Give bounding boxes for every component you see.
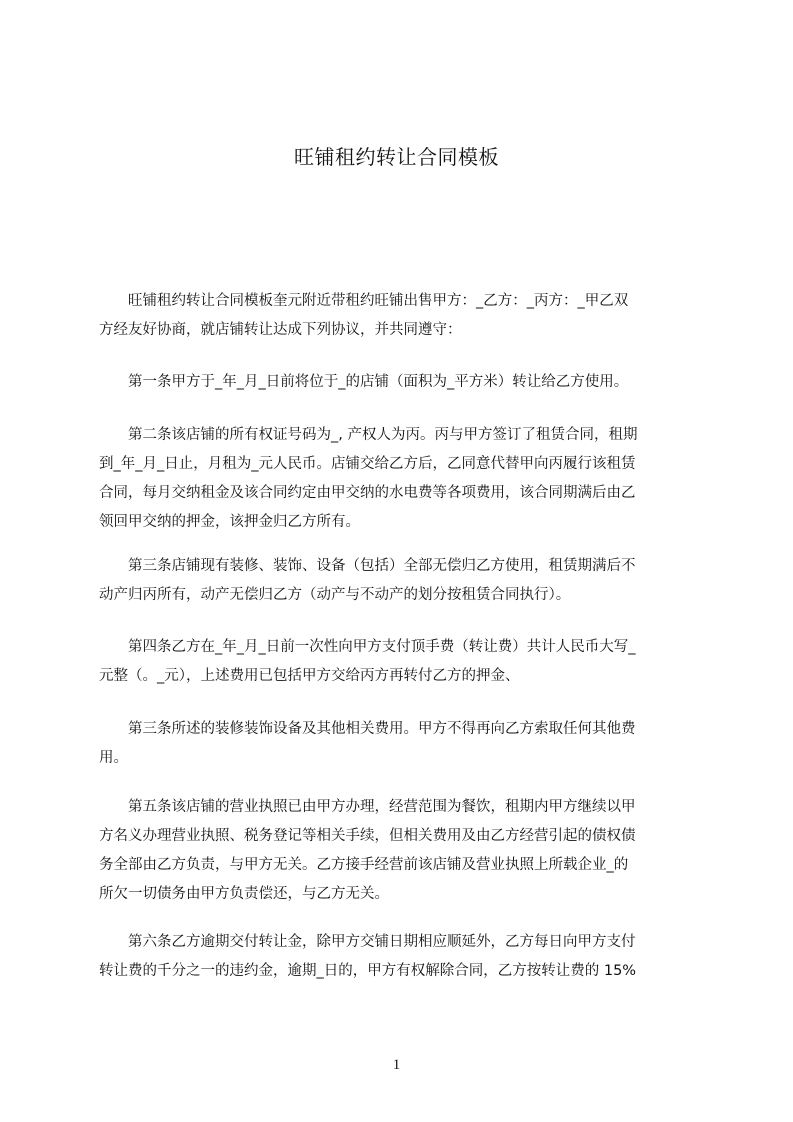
text-line: 元整（。_元），上述费用已包括甲方交给丙方再转付乙方的押金、 xyxy=(99,668,520,684)
text-line: 第三条店铺现有装修、装饰、设备（包括）全部无偿归乙方使用，租赁期满后不 xyxy=(128,558,636,574)
text-line: 第三条所述的装修装饰设备及其他相关费用。甲方不得再向乙方索取任何其他费 xyxy=(128,721,636,737)
paragraph-article-6 xyxy=(99,928,701,986)
text-line: 动产归丙所有，动产无偿归乙方（动产与不动产的划分按租赁合同执行）。 xyxy=(99,587,571,603)
paragraph-article-5 xyxy=(99,793,701,909)
text-line: 第一条甲方于_年_月_日前将位于_的店铺（面积为_平方米）转让给乙方使用。 xyxy=(128,374,629,390)
page-number: 1 xyxy=(392,1057,401,1073)
text-line: 务全部由乙方负责，与甲方无关。乙方接手经营前该店铺及营业执照上所载企业_的 xyxy=(99,857,629,873)
paragraph-article-3 xyxy=(99,552,701,610)
text-line: 所欠一切债务由甲方负责偿还，与乙方无关。 xyxy=(99,886,389,902)
text-line: 转让费的千分之一的违约金，逾期_日的，甲方有权解除合同，乙方按转让费的 15% xyxy=(99,963,637,979)
document-title: 旺铺租约转让合同模板 xyxy=(294,145,499,169)
text-line: 第五条该店铺的营业执照已由甲方办理，经营范围为餐饮，租期内甲方继续以甲 xyxy=(128,799,636,815)
text-line: 合同，每月交纳租金及该合同约定由甲交纳的水电费等各项费用，该合同期满后由乙 xyxy=(99,485,636,501)
text-line: 领回甲交纳的押金，该押金归乙方所有。 xyxy=(99,514,360,530)
text-line: 方经友好协商，就店铺转让达成下列协议，并共同遵守： xyxy=(99,322,462,338)
text-line: 用。 xyxy=(99,750,128,766)
paragraph-article-1 xyxy=(99,368,701,397)
text-line: 第四条乙方在_年_月_日前一次性向甲方支付顶手费（转让费）共计人民币大写_ xyxy=(128,639,636,655)
text-line: 第六条乙方逾期交付转让金，除甲方交铺日期相应顺延外，乙方每日向甲方支付 xyxy=(128,934,636,950)
paragraph-article-2 xyxy=(99,421,701,537)
text-line: 旺铺租约转让合同模板奎元附近带租约旺铺出售甲方：_乙方：_丙方：_甲乙双 xyxy=(128,293,629,309)
paragraph-intro xyxy=(99,287,701,345)
text-line: 到_年_月_日止，月租为_元人民币。店铺交给乙方后，乙同意代替甲向丙履行该租赁 xyxy=(99,456,636,472)
paragraph-article-3-cont xyxy=(99,715,701,773)
text-line: 方名义办理营业执照、税务登记等相关手续，但相关费用及由乙方经营引起的债权债 xyxy=(99,828,636,844)
paragraph-article-4 xyxy=(99,633,701,691)
text-line: 第二条该店铺的所有权证号码为_, 产权人为丙。丙与甲方签订了租赁合同，租期 xyxy=(128,427,638,443)
